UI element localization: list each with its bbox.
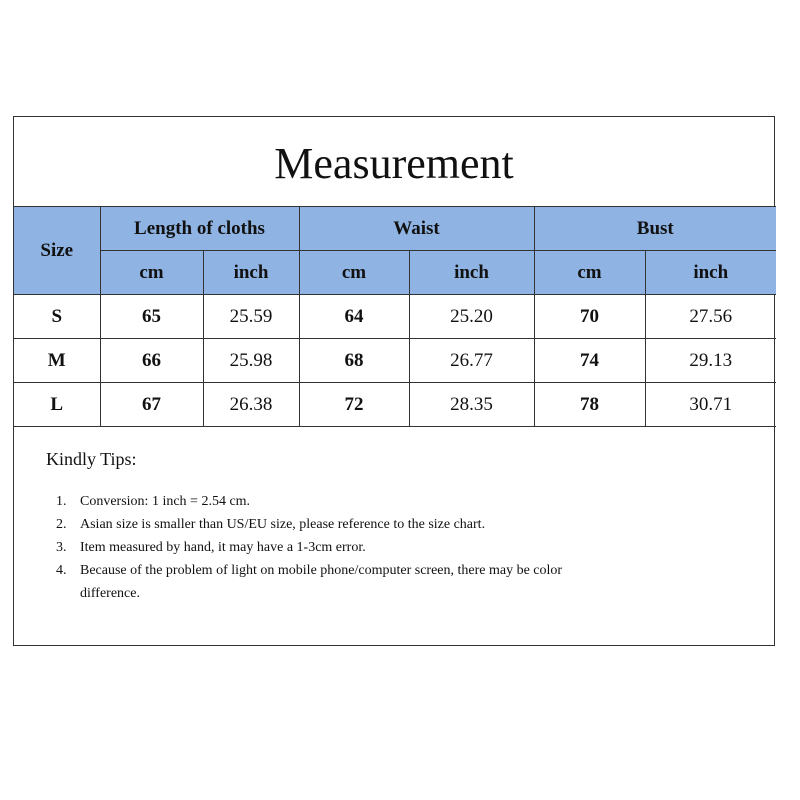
tips-section: [46, 449, 746, 605]
group-header-waist: Waist: [299, 207, 534, 251]
unit-header: cm: [299, 251, 409, 295]
table-row: [14, 339, 776, 383]
page-title: Measurement: [274, 139, 514, 188]
unit-header-row: [14, 251, 776, 295]
size-cell: M: [14, 339, 100, 383]
tip-item: 4. Because of the problem of light on mobile phone/computer screen, there may be color difference.: [70, 559, 600, 605]
value-cell: 27.56: [645, 295, 776, 339]
unit-header: cm: [534, 251, 645, 295]
measurement-card: [13, 116, 775, 646]
table-row: [14, 383, 776, 427]
size-cell: L: [14, 383, 100, 427]
size-column-header: Size: [14, 207, 100, 295]
value-cell: 28.35: [409, 383, 534, 427]
tip-item: 1. Conversion: 1 inch = 2.54 cm.: [70, 490, 746, 513]
group-header-bust: Bust: [534, 207, 776, 251]
value-cell: 25.59: [203, 295, 299, 339]
value-cell: 78: [534, 383, 645, 427]
value-cell: 67: [100, 383, 203, 427]
value-cell: 70: [534, 295, 645, 339]
value-cell: 26.77: [409, 339, 534, 383]
tip-item: 2. Asian size is smaller than US/EU size, please reference to the size chart.: [70, 513, 746, 536]
value-cell: 25.98: [203, 339, 299, 383]
value-cell: 65: [100, 295, 203, 339]
tip-item: 3. Item measured by hand, it may have a 1-3cm error.: [70, 536, 746, 559]
value-cell: 30.71: [645, 383, 776, 427]
group-header-row: [14, 207, 776, 251]
value-cell: 25.20: [409, 295, 534, 339]
table-row: [14, 295, 776, 339]
value-cell: 74: [534, 339, 645, 383]
group-header-length: Length of cloths: [100, 207, 299, 251]
tips-title: Kindly Tips:: [46, 449, 137, 469]
value-cell: 68: [299, 339, 409, 383]
unit-header: inch: [645, 251, 776, 295]
value-cell: 64: [299, 295, 409, 339]
value-cell: 72: [299, 383, 409, 427]
value-cell: 26.38: [203, 383, 299, 427]
unit-header: inch: [409, 251, 534, 295]
unit-header: inch: [203, 251, 299, 295]
size-table: [14, 206, 776, 427]
unit-header: cm: [100, 251, 203, 295]
value-cell: 29.13: [645, 339, 776, 383]
size-cell: S: [14, 295, 100, 339]
value-cell: 66: [100, 339, 203, 383]
tips-list: [46, 490, 746, 605]
